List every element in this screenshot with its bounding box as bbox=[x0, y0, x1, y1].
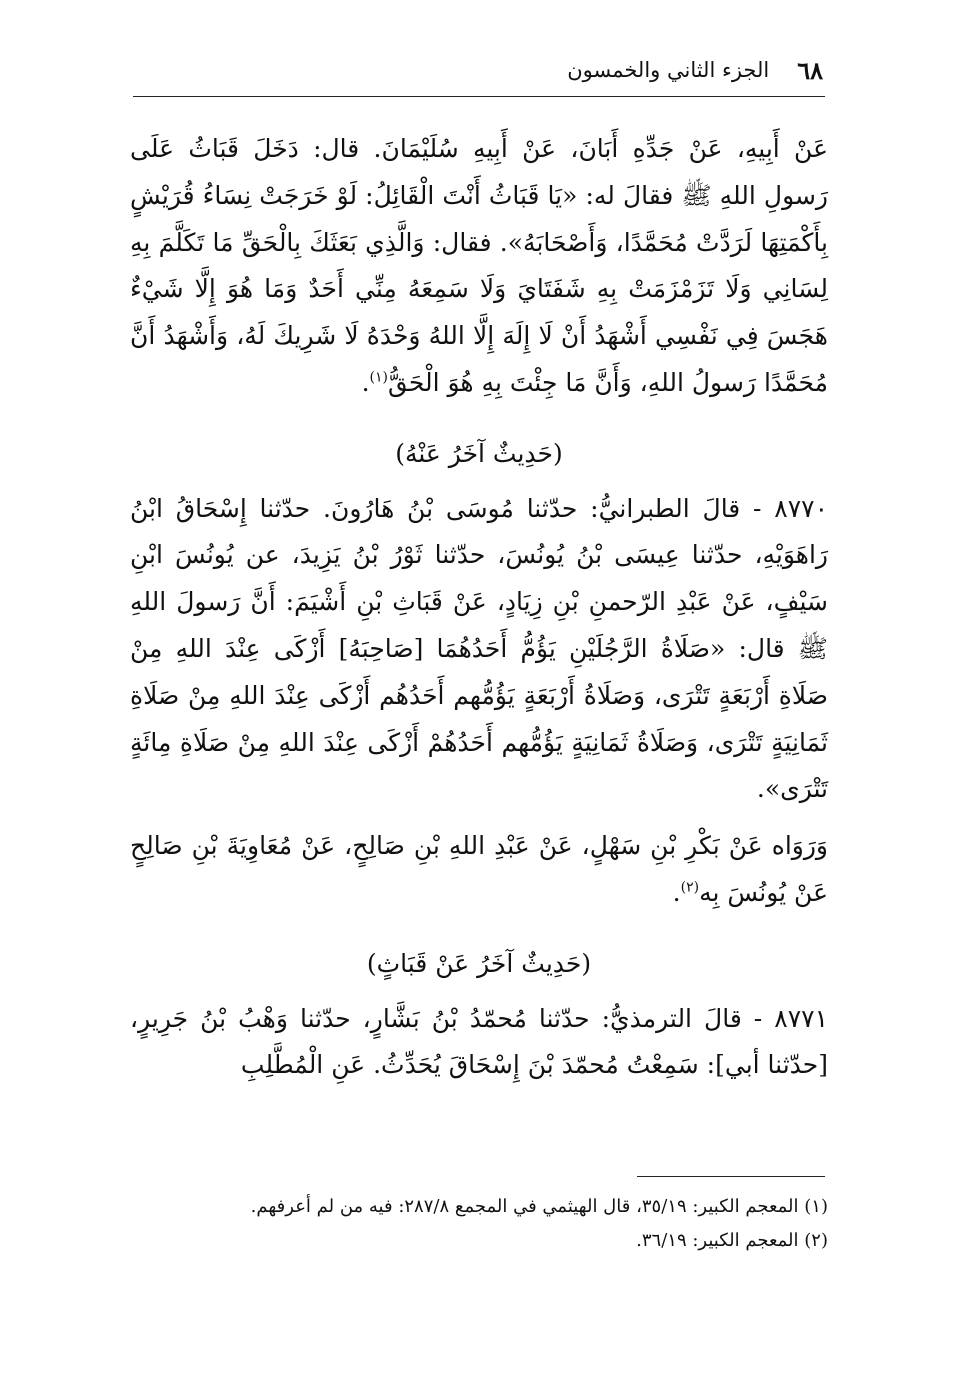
running-title: الجزء الثاني والخمسون bbox=[567, 58, 770, 82]
header-rule bbox=[133, 96, 825, 97]
paragraph-4: ٨٧٧١ - قالَ الترمذيُّ: حدّثنا مُحمّدُ بْنُ بَشَّارٍ، حدّثنا وَهْبُ بْنُ جَرِيرٍ، [حدّثنا أبي]: سَمِعْتُ مُحمّدَ بْنَ إِسْحَاقَ يُحَدِّثُ. عَنِ الْمُطَّلِبِ bbox=[130, 1003, 828, 1080]
footnote-ref-1: (١) bbox=[369, 369, 389, 386]
paragraph-3 bbox=[130, 823, 828, 917]
paragraph-3-end: . bbox=[672, 877, 681, 907]
footnote-ref-2: (٢) bbox=[680, 879, 700, 896]
paragraph-1-end: . bbox=[361, 367, 370, 397]
footnote-rule bbox=[637, 1176, 825, 1177]
section-heading-2: (حَدِيثٌ آخَرُ عَنْ قَبَاثٍ) bbox=[366, 948, 592, 978]
paragraph-1-text: عَنْ أَبِيهِ، عَنْ جَدِّهِ أَبَانَ، عَنْ أَبِيهِ سُلَيْمَانَ. قال: دَخَلَ قَبَاثُ عَلَى رَسولِ اللهِ ﷺ فقالَ له: «يَا قَبَاثُ أَنْتَ الْقَائِلُ: لَوْ خَرَجَتْ نِسَاءُ قُرَيْشٍ بِأَكْمَتِهَا لَرَدَّتْ مُحَمَّدًا، وَأَصْحَابَهُ». فقال: وَالَّذِي بَعَثَكَ بِالْحَقِّ مَا تَكَلَّمَ بِهِ لِسَانِي وَلَا تَزَمْزَمَتْ بِهِ شَفَتَايَ وَلَا سَمِعَهُ مِنِّي أَحَدٌ وَمَا هُوَ إِلَّا شَيْءٌ هَجَسَ فِي نَفْسِي أَشْهَدُ أَنْ لَا إِلَهَ إِلَّا اللهُ وَحْدَهُ لَا شَرِيكَ لَهُ، وَأَشْهَدُ أَنَّ مُحَمَّدًا رَسولُ اللهِ، وَأَنَّ مَا جِئْتَ بِهِ هُوَ الْحَقُّ bbox=[130, 134, 828, 397]
main-text bbox=[130, 126, 828, 1089]
page-number: ٦٨ bbox=[797, 55, 823, 85]
paragraph-2: ٨٧٧٠ - قالَ الطبرانيُّ: حدّثنا مُوسَى بْنُ هَارُونَ. حدّثنا إِسْحَاقُ ابْنُ رَاهَوَيْهِ، حدّثنا عِيسَى بْنُ يُونُسَ، حدّثنا ثَوْرُ بْنُ يَزِيدَ، عن يُونُسَ ابْنِ سَيْفٍ، عَنْ عَبْدِ الرّحمنِ بْنِ زِيَادٍ، عَنْ قَبَاثِ بْنِ أَشْيَمَ: أَنَّ رَسولَ اللهِ ﷺ قال: «صَلَاةُ الرَّجُلَيْنِ يَؤُمُّ أَحَدُهُمَا [صَاحِبَهُ] أَزْكَى عِنْدَ اللهِ مِنْ صَلَاةِ أَرْبَعَةٍ تَتْرَى، وَصَلَاةُ أَرْبَعَةٍ يَؤُمُّهم أَحَدُهُم أَزْكَى عِنْدَ اللهِ مِنْ صَلَاةِ ثَمَانِيَةٍ تَتْرَى، وَصَلَاةُ ثَمَانِيَةٍ يَؤُمُّهم أَحَدُهُمْ أَزْكَى عِنْدَ اللهِ مِنْ صَلَاةِ مِائَةٍ تَتْرَى». bbox=[130, 493, 828, 804]
paragraph-1 bbox=[130, 126, 828, 407]
page-header bbox=[133, 52, 823, 88]
footnote-2: (٢) المعجم الكبير: ٣٦/١٩. bbox=[636, 1230, 828, 1251]
footnotes bbox=[134, 1190, 828, 1258]
paragraph-3-text: وَرَوَاه عَنْ بَكْرِ بْنِ سَهْلٍ، عَنْ عَبْدِ اللهِ بْنِ صَالِحٍ، عَنْ مُعَاوِيَةَ بْنِ صَالِحٍ عَنْ يُونُسَ بِه bbox=[130, 831, 828, 907]
section-heading-1: (حَدِيثٌ آخَرُ عَنْهُ) bbox=[395, 438, 563, 468]
footnote-1: (١) المعجم الكبير: ٣٥/١٩، قال الهيثمي في المجمع ٢٨٧/٨: فيه من لم أعرفهم. bbox=[250, 1196, 828, 1217]
